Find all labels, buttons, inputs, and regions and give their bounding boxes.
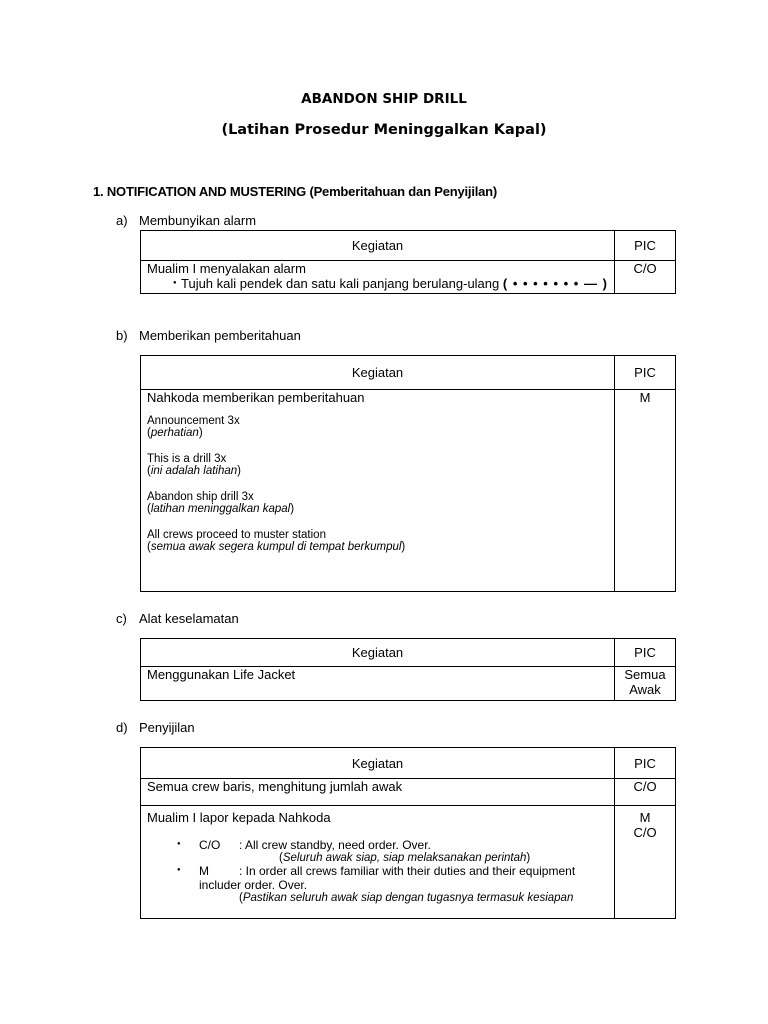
subsection-label: Penyijilan xyxy=(139,720,195,735)
subsection-c xyxy=(116,611,239,626)
bullet-item xyxy=(147,864,608,878)
announcement-en: This is a drill 3x xyxy=(147,453,227,465)
bullet-continuation: includer order. Over. xyxy=(199,878,308,892)
subsection-label: Memberikan pemberitahuan xyxy=(139,328,301,343)
row-text: Semua crew baris, menghitung jumlah awak xyxy=(141,779,615,806)
announcement-line: Abandon ship drill 3x (latihan meninggalkan kapal) xyxy=(147,491,608,515)
table-row xyxy=(141,261,676,294)
announcement-line: All crews proceed to muster station (semua awak segera kumpul di tempat berkumpul) xyxy=(147,529,608,553)
bullet-text: Tujuh kali pendek dan satu kali panjang berulang-ulang xyxy=(181,276,500,291)
table-row xyxy=(141,806,676,919)
table-row xyxy=(141,390,676,592)
announcement-en: Abandon ship drill 3x xyxy=(147,491,254,503)
row-text: Mualim I menyalakan alarm xyxy=(147,261,306,276)
document-subtitle: (Latihan Prosedur Meninggalkan Kapal) xyxy=(221,122,547,138)
signal-pattern: ( • • • • • • • — ) xyxy=(502,276,608,291)
header-kegiatan: Kegiatan xyxy=(141,231,615,261)
pic-cell: C/O xyxy=(615,261,676,294)
announcement-translation: semua awak segera kumpul di tempat berkumpul xyxy=(150,541,402,553)
announcement-en: All crews proceed to muster station xyxy=(147,529,326,541)
header-kegiatan: Kegiatan xyxy=(141,356,615,390)
header-kegiatan: Kegiatan xyxy=(141,639,615,667)
header-kegiatan: Kegiatan xyxy=(141,748,615,779)
pic-line: M xyxy=(639,810,651,825)
header-pic: PIC xyxy=(615,748,676,779)
pic-cell: M xyxy=(615,390,676,592)
pic-cell: C/O xyxy=(615,779,676,806)
subsection-label: Membunyikan alarm xyxy=(139,213,257,228)
announcement-translation: latihan meninggalkan kapal xyxy=(150,503,291,515)
subsection-letter: c) xyxy=(116,611,127,626)
header-pic: PIC xyxy=(615,639,676,667)
pic-cell xyxy=(615,667,676,701)
table-c xyxy=(140,638,676,701)
subsection-label: Alat keselamatan xyxy=(139,611,239,626)
row-text: Nahkoda memberikan pemberitahuan xyxy=(147,390,365,405)
translation-text: Seluruh awak siap, siap melaksanakan perintah xyxy=(282,852,527,864)
pic-line: Awak xyxy=(629,682,661,697)
table-d xyxy=(140,747,676,919)
header-pic: PIC xyxy=(615,356,676,390)
pic-cell xyxy=(615,806,676,919)
bullet-text: : In order all crews familiar with their duties and their equipment xyxy=(239,864,576,878)
translation-line: (Pastikan seluruh awak siap dengan tugasnya termasuk kesiapan xyxy=(239,892,574,904)
speaker: C/O xyxy=(199,838,221,852)
header-pic: PIC xyxy=(615,231,676,261)
announcement-translation: ini adalah latihan xyxy=(150,465,238,477)
table-row xyxy=(141,779,676,806)
subsection-letter: b) xyxy=(116,328,128,343)
document-title: ABANDON SHIP DRILL xyxy=(301,91,467,107)
row-text: Mualim I lapor kepada Nahkoda xyxy=(147,810,331,825)
table-a xyxy=(140,230,676,294)
row-text: Menggunakan Life Jacket xyxy=(141,667,615,701)
announcement-en: Announcement 3x xyxy=(147,415,240,427)
table-b xyxy=(140,355,676,592)
announcement-translation: perhatian xyxy=(150,427,199,439)
translation-text: Pastikan seluruh awak siap dengan tugasnya termasuk kesiapan xyxy=(242,892,574,904)
subsection-a xyxy=(116,213,256,228)
pic-line: C/O xyxy=(633,825,657,840)
subsection-letter: d) xyxy=(116,720,128,735)
pic-line: Semua xyxy=(624,667,666,682)
subsection-b xyxy=(116,328,301,343)
table-row xyxy=(141,667,676,701)
subsection-d xyxy=(116,720,195,735)
announcement-line: Announcement 3x (perhatian) xyxy=(147,415,608,439)
bullet-item xyxy=(147,838,608,852)
announcement-line: This is a drill 3x (ini adalah latihan) xyxy=(147,453,608,477)
speaker: M xyxy=(199,864,209,878)
translation-line: (Seluruh awak siap, siap melaksanakan perintah) xyxy=(279,852,531,864)
bullet-text: : All crew standby, need order. Over. xyxy=(239,838,431,852)
section-heading: 1. NOTIFICATION AND MUSTERING (Pemberitahuan dan Penyijilan) xyxy=(93,184,498,199)
bullet-item xyxy=(147,276,608,291)
subsection-letter: a) xyxy=(116,213,128,228)
